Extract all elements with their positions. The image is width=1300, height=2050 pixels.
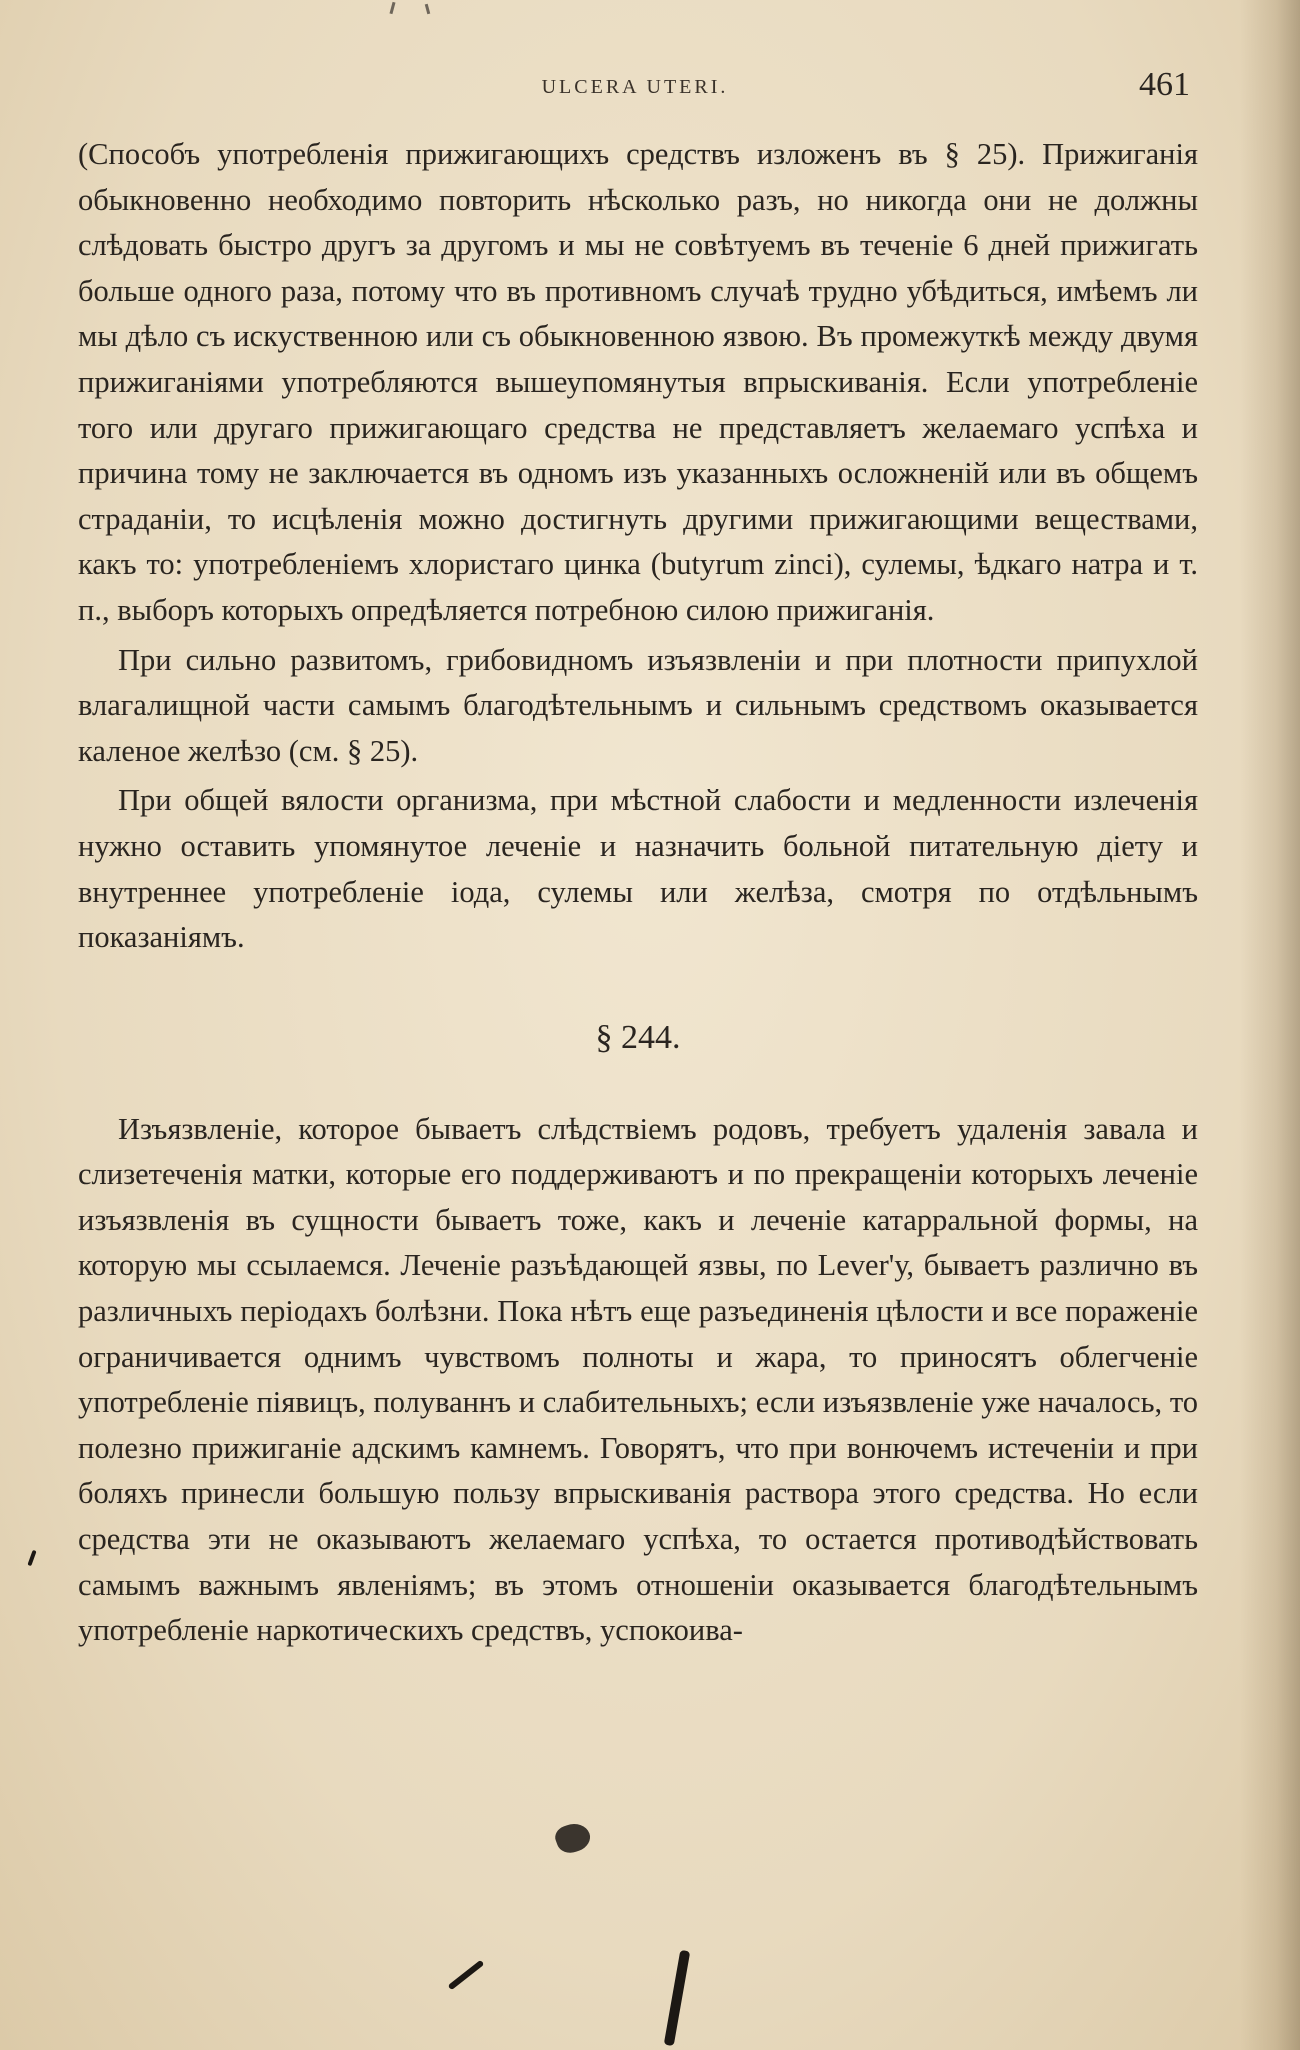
ink-mark: [27, 1550, 36, 1566]
page-edge-shadow: [1240, 0, 1300, 2050]
paragraph: Изъязвленіе, которое бываетъ слѣдствіемъ родовъ, требуетъ удаленія завала и слизетеченія матки, которые его поддерживаютъ и по прекращеніи которыхъ леченіе изъязвленія въ сущности бываетъ тоже, какъ и леченіе катарральной формы, на которую мы ссылаемся. Леченіе разъѣдающей язвы, по Lever'у, бываетъ различно въ различныхъ періодахъ болѣзни. Пока нѣтъ еще разъединенія цѣлости и все пораженіе ограничивается однимъ чувствомъ полноты и жара, то приносятъ облегченіе употребленіе піявицъ, полуваннъ и слабительныхъ; если изъязвленіе уже началось, то полезно прижиганіе адскимъ камнемъ. Говорятъ, что при вонючемъ истеченіи и при боляхъ принесли большую пользу впрыскиванія раствора этого средства. Но если средства эти не оказываютъ желаемаго успѣха, то остается противодѣйствовать самымъ важнымъ явленіямъ; въ этомъ отношеніи оказывается благодѣтельнымъ употребленіе наркотическихъ средствъ, успокоива-: [78, 1111, 1198, 1648]
ink-mark: [425, 4, 430, 14]
body-text: [78, 132, 1198, 1654]
section-heading: § 244.: [595, 1018, 681, 1056]
paragraph: При общей вялости организма, при мѣстной слабости и медленности излеченія нужно оставить упомянутое леченіе и назначить больной питательную діету и внутреннее употребленіе іода, сулемы или желѣза, смотря по отдѣльнымъ показаніямъ.: [78, 783, 1198, 955]
ink-mark: [552, 1819, 594, 1857]
paragraph: При сильно развитомъ, грибовидномъ изъязвленіи и при плотности припухлой влагалищной части самымъ благодѣтельнымъ и сильнымъ средствомъ оказывается каленое желѣзо (см. § 25).: [78, 642, 1198, 768]
running-title: ULCERA UTERI.: [541, 76, 729, 98]
paragraph-continuation: (Способъ употребленія прижигающихъ средствъ изложенъ въ § 25). Прижиганія обыкновенно необходимо повторить нѣсколько разъ, но никогда они не должны слѣдовать быстро другъ за другомъ и мы не совѣтуемъ въ теченіе 6 дней прижигать больше одного раза, потому что въ противномъ случаѣ трудно убѣдиться, имѣемъ ли мы дѣло съ искуственною или съ обыкновенною язвою. Въ промежуткѣ между двумя прижиганіями употребляются вышеупомянутыя впрыскиванія. Если употребленіе того или другаго прижигающаго средства не представляетъ желаемаго успѣха и причина тому не заключается въ одномъ изъ указанныхъ осложненій или въ общемъ страданіи, то исцѣленія можно достигнуть другими прижигающими веществами, какъ то: употребленіемъ хлористаго цинка (butyrum zinci), сулемы, ѣдкаго натра и т. п., выборъ которыхъ опредѣляется потребною силою прижиганія.: [78, 137, 1198, 627]
page-header: [80, 66, 1190, 112]
ink-mark: [448, 1960, 485, 1991]
page-number: 461: [1139, 66, 1190, 103]
ink-mark: [664, 1950, 691, 2046]
ink-mark: [389, 2, 395, 14]
